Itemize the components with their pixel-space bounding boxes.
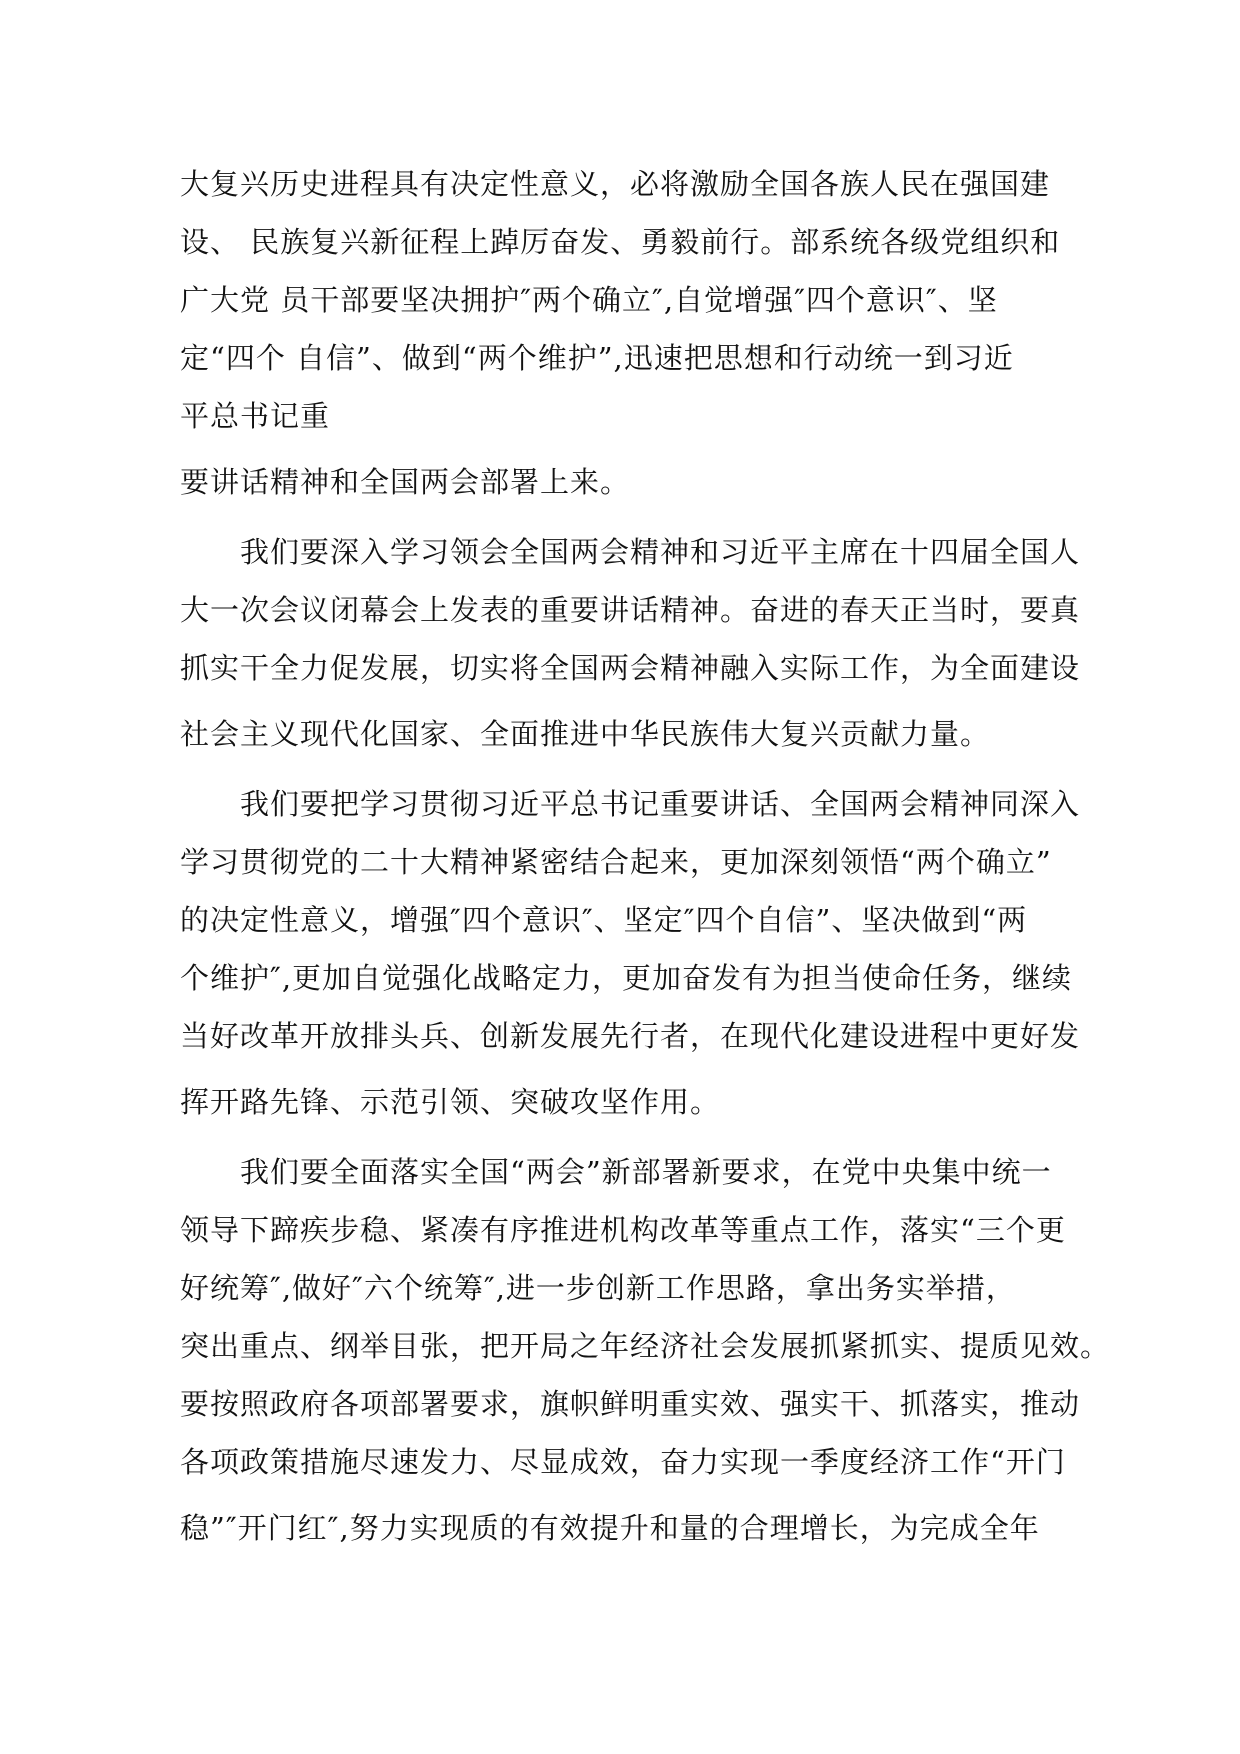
text-line: 广大党 员干部要坚决拥护″两个确立″,自觉增强″四个意识″、坚: [180, 283, 998, 317]
paragraph-first-line: 我们要深入学习领会全国两会精神和习近平主席在十四届全国人: [240, 535, 1081, 569]
text-line: 要讲话精神和全国两会部署上来。: [180, 465, 631, 499]
text-line: 大复兴历史进程具有决定性意义，必将激励全国各族人民在强国建: [180, 167, 1051, 201]
text-line: 的决定性意义，增强″四个意识″、坚定″四个自信”、坚决做到“两: [180, 903, 1028, 937]
text-line: 领导下蹄疾步稳、紧凑有序推进机构改革等重点工作，落实“三个更: [180, 1213, 1066, 1247]
text-line: 定“四个 自信”、做到“两个维护”,迅速把思想和行动统一到习近: [180, 341, 1014, 375]
text-line: 学习贯彻党的二十大精神紧密结合起来，更加深刻领悟“两个确立”: [180, 845, 1052, 879]
text-line: 挥开路先锋、示范引领、突破攻坚作用。: [180, 1085, 721, 1119]
text-line: 平总书记重: [180, 399, 331, 433]
text-line: 大一次会议闭幕会上发表的重要讲话精神。奋进的春天正当时，要真: [180, 593, 1081, 627]
text-line: 个维护″,更加自觉强化战略定力，更加奋发有为担当使命任务，继续: [180, 961, 1073, 995]
text-line: 设、 民族复兴新征程上踔厉奋发、勇毅前行。部系统各级党组织和: [180, 225, 1061, 259]
text-line: 社会主义现代化国家、全面推进中华民族伟大复兴贡献力量。: [180, 717, 991, 751]
text-line: 要按照政府各项部署要求，旗帜鲜明重实效、强实干、抓落实，推动: [180, 1387, 1081, 1421]
paragraph-first-line: 我们要把学习贯彻习近平总书记重要讲话、全国两会精神同深入: [240, 787, 1081, 821]
text-line: 各项政策措施尽速发力、尽显成效，奋力实现一季度经济工作“开门: [180, 1445, 1066, 1479]
text-line: 抓实干全力促发展，切实将全国两会精神融入实际工作，为全面建设: [180, 651, 1081, 685]
text-line: 当好改革开放排头兵、创新发展先行者，在现代化建设进程中更好发: [180, 1019, 1081, 1053]
paragraph-first-line: 我们要全面落实全国“两会”新部署新要求，在党中央集中统一: [240, 1155, 1052, 1189]
text-line: 好统筹″,做好″六个统筹″,进一步创新工作思路，拿出务实举措，: [180, 1271, 1016, 1305]
text-line: 稳”″开门红″,努力实现质的有效提升和量的合理增长，为完成全年: [180, 1511, 1040, 1545]
text-line: 突出重点、纲举目张，把开局之年经济社会发展抓紧抓实、提质见效。: [180, 1329, 1111, 1363]
